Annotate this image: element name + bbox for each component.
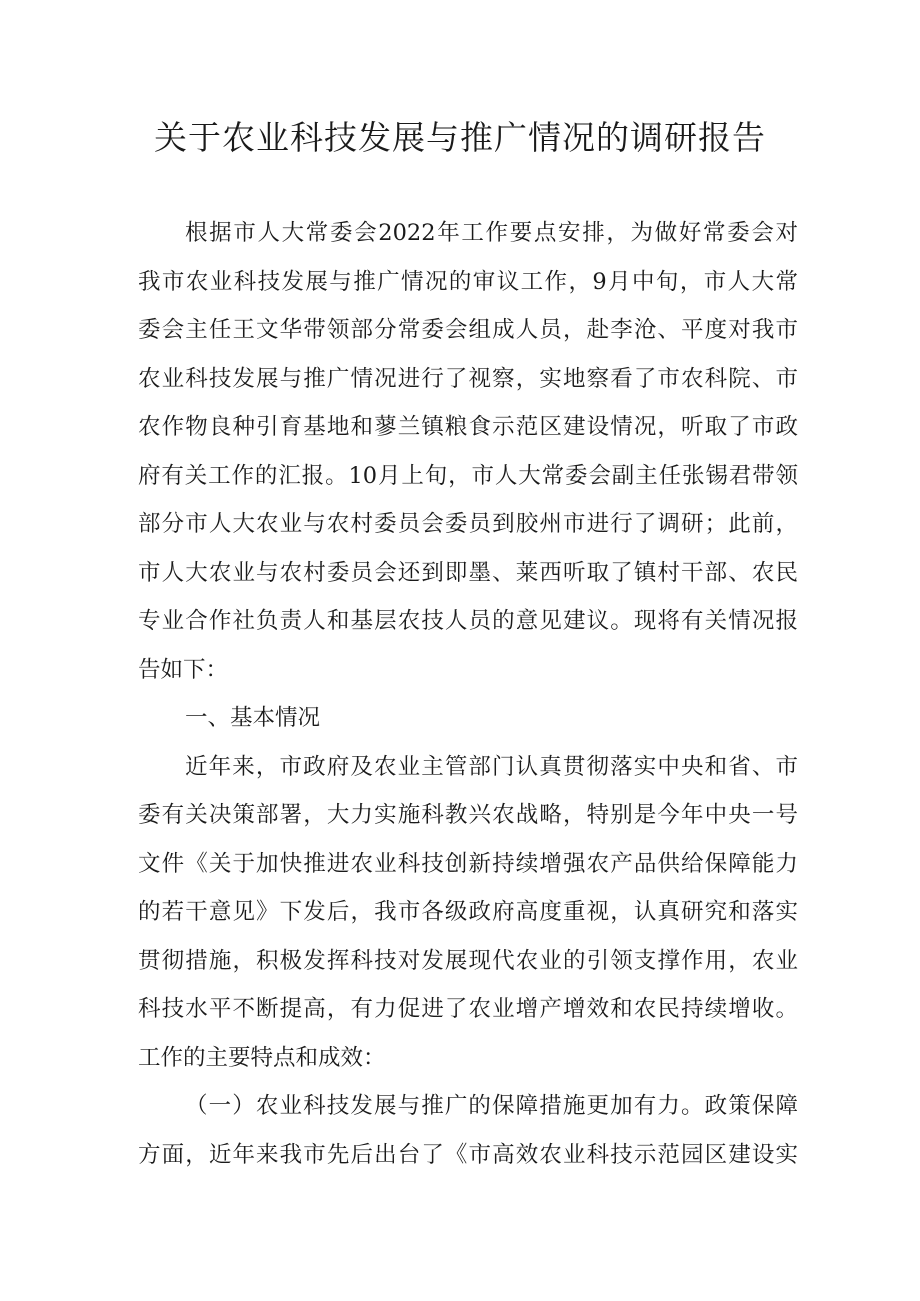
paragraph-line: 方面，近年来我市先后出台了《市高效农业科技示范园区建设实 bbox=[138, 1141, 798, 1168]
paragraph-line: 近年来，市政府及农业主管部门认真贯彻落实中央和省、市 bbox=[185, 753, 798, 780]
paragraph-line: 市人大农业与农村委员会还到即墨、莱西听取了镇村干部、农民 bbox=[138, 559, 798, 586]
section-heading: 一、基本情况 bbox=[185, 705, 321, 731]
paragraph-line: 的若干意见》下发后，我市各级政府高度重视，认真研究和落实 bbox=[138, 899, 798, 925]
paragraph-line: 农业科技发展与推广情况进行了视察，实地察看了市农科院、市 bbox=[138, 365, 798, 392]
paragraph-line: 告如下： bbox=[138, 656, 229, 683]
paragraph-line: 文件《关于加快推进农业科技创新持续增强农产品供给保障能力 bbox=[138, 850, 798, 877]
document-body bbox=[138, 209, 798, 1179]
paragraph-line: 科技水平不断提高，有力促进了农业增产增效和农民持续增收。 bbox=[138, 996, 798, 1022]
paragraph-line: 委会主任王文华带领部分常委会组成人员，赴李沧、平度对我市 bbox=[138, 317, 798, 343]
paragraph-line: 根据市人大常委会2022年工作要点安排，为做好常委会对 bbox=[185, 220, 798, 246]
paragraph-line: 工作的主要特点和成效： bbox=[138, 1044, 386, 1071]
paragraph-line: 贯彻措施，积极发挥科技对发展现代农业的引领支撑作用，农业 bbox=[138, 947, 798, 974]
paragraph-line: （一）农业科技发展与推广的保障措施更加有力。政策保障 bbox=[185, 1093, 798, 1119]
paragraph-line: 委有关决策部署，大力实施科教兴农战略，特别是今年中央一号 bbox=[138, 802, 798, 828]
paragraph-line: 部分市人大农业与农村委员会委员到胶州市进行了调研；此前， bbox=[138, 511, 798, 537]
paragraph-line: 我市农业科技发展与推广情况的审议工作，9月中旬，市人大常 bbox=[138, 268, 798, 295]
paragraph-line: 专业合作社负责人和基层农技人员的意见建议。现将有关情况报 bbox=[138, 608, 798, 634]
document-title: 关于农业科技发展与推广情况的调研报告 bbox=[154, 118, 766, 157]
paragraph-line: 府有关工作的汇报。10月上旬，市人大常委会副主任张锡君带领 bbox=[138, 462, 798, 489]
paragraph-line: 农作物良种引育基地和蓼兰镇粮食示范区建设情况，听取了市政 bbox=[138, 414, 798, 440]
